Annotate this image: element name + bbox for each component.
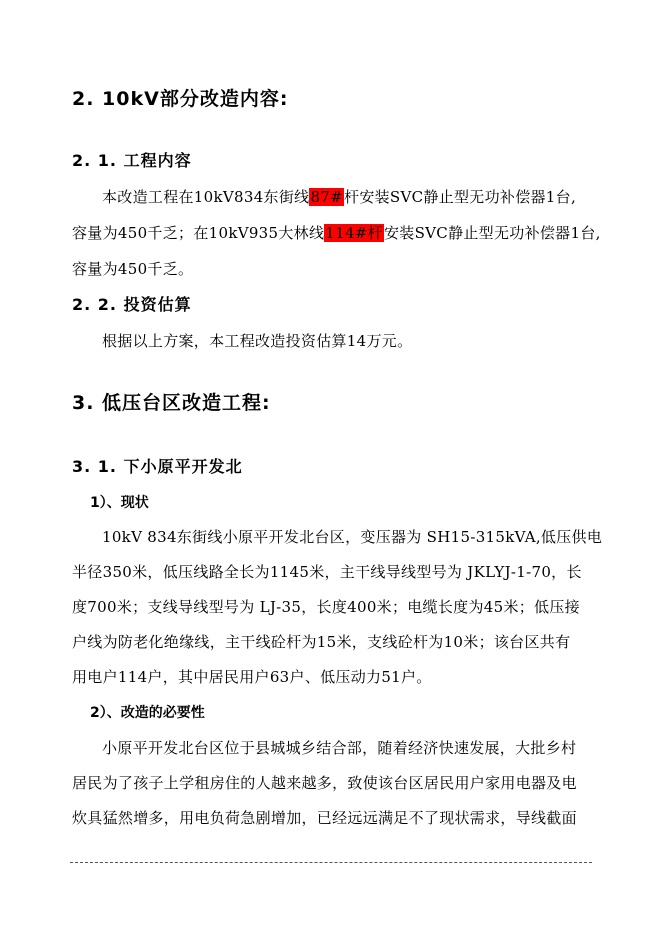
- section-2-1-heading: 2. 1. 工程内容: [72, 151, 192, 170]
- section-3-1-heading: 3. 1. 下小原平开发北: [72, 457, 243, 476]
- paragraph-line: 小原平开发北台区位于县城城乡结合部，随着经济快速发展，大批乡村: [102, 739, 577, 757]
- highlighted-text: 87#: [310, 188, 344, 206]
- text-segment: 安装SVC静止型无功补偿器1台,: [383, 224, 601, 242]
- paragraph-line: [102, 186, 576, 207]
- paragraph-line: 户线为防老化绝缘线，主干线砼杆为15米，支线砼杆为10米；该台区共有: [72, 633, 571, 651]
- paragraph-line: 半径350米，低压线路全长为1145米，主干线导线型号为 JKLYJ-1-70，长: [72, 563, 582, 581]
- section-2-2-heading: 2. 2. 投资估算: [72, 295, 192, 314]
- text-segment: 本改造工程在10kV834东街线: [102, 188, 310, 206]
- paragraph-line: 居民为了孩子上学租房住的人越来越多，致使该台区居民用户家用电器及电: [72, 774, 577, 792]
- paragraph-line: 用电户114户，其中居民用户63户、低压动力51户。: [72, 668, 432, 686]
- highlighted-text: 114#杆: [325, 224, 383, 242]
- paragraph-line: 根据以上方案，本工程改造投资估算14万元。: [102, 332, 413, 350]
- text-segment: 杆安装SVC静止型无功补偿器1台,: [344, 188, 577, 206]
- footer-divider: [70, 862, 592, 863]
- text-segment: 容量为450千乏；在10kV935大林线: [72, 224, 325, 242]
- paragraph-line: 容量为450千乏。: [72, 260, 194, 278]
- paragraph-line: 度700米；支线导线型号为 LJ-35，长度400米；电缆长度为45米；低压接: [72, 598, 580, 616]
- paragraph-line: 炊具猛然增多，用电负荷急剧增加，已经远远满足不了现状需求，导线截面: [72, 809, 577, 827]
- status-subheading: 1）、现状: [90, 495, 149, 511]
- necessity-subheading: 2）、改造的必要性: [90, 705, 205, 721]
- paragraph-line: 10kV 834东街线小原平开发北台区，变压器为 SH15-315kVA,低压供电: [102, 528, 603, 546]
- paragraph-line: [72, 222, 601, 243]
- section-3-heading: 3. 低压台区改造工程:: [72, 392, 271, 414]
- section-2-heading: 2. 10kV部分改造内容:: [72, 88, 289, 110]
